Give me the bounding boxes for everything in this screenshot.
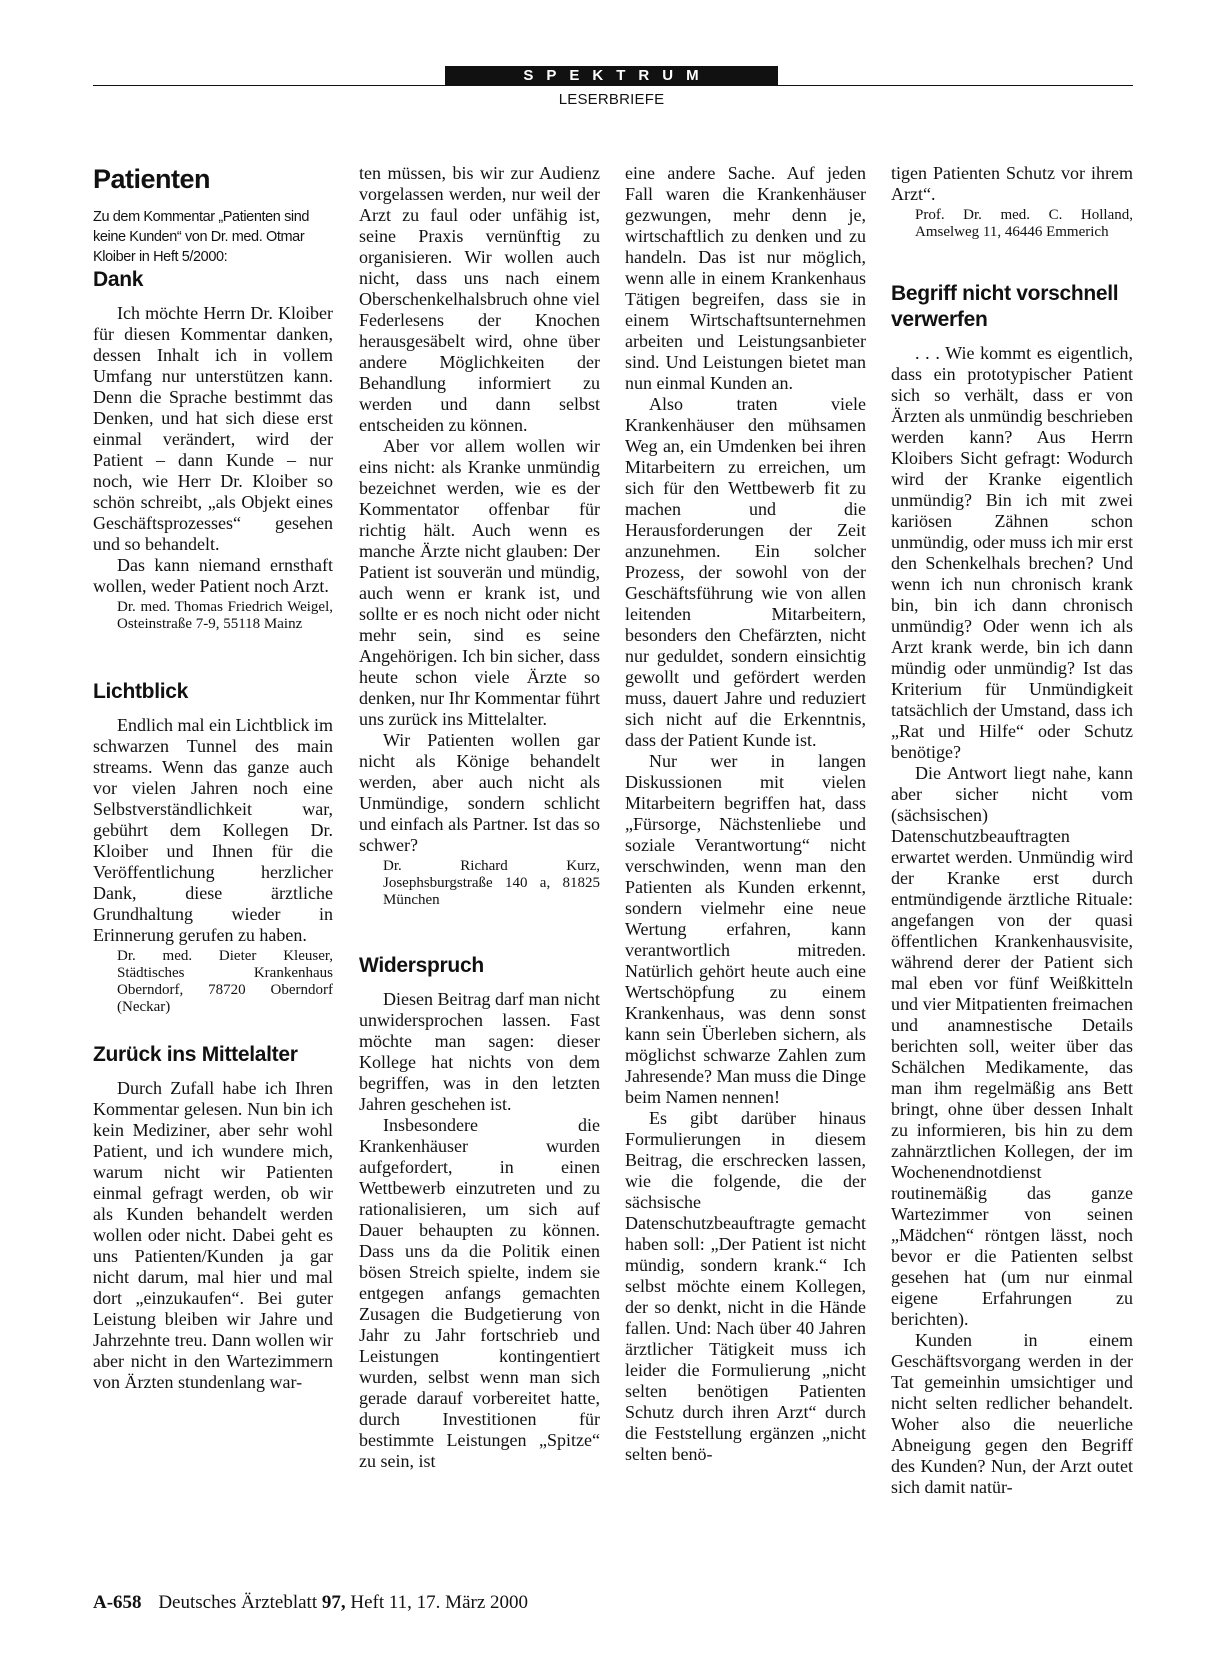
letter-paragraph: Endlich mal ein Lichtblick im schwarzen Tunnel des main streams. Wenn das ganze auch vor vielen Jahren noch eine Selbstverständlichkeit war, gebührt dem Kollegen Dr. Kloiber und Ihnen für die Veröffentlichung herzlicher Dank, diese ärztliche Grundhaltung wieder in Erinnerung gerufen zu haben. [93,715,333,945]
letter-paragraph: ten müssen, bis wir zur Audienz vorgelassen werden, nur weil der Arzt zu faul oder unfähig ist, seine Praxis vernünftig zu organisieren. Wir wollen auch nicht, dass uns nach einem Oberschenkelhalsbruch ohne viel Federlesens der Knochen herausgesäbelt wird, ohne über andere Möglichkeiten der Behandlung informiert zu werden und dann selbst entscheiden zu können. [359,163,600,435]
subsection-label: LESERBRIEFE [558,91,665,108]
letter-paragraph: Die Antwort liegt nahe, kann aber sicher nicht vom (sächsischen) Datenschutzbeauftragten erwartet werden. Unmündig wird der Kranke erst durch entmündigende ärztliche Rituale: angefangen von der quasi öffentlichen Krankenhausvisite, während derer der Patient sich mal eben vor fünf Weißkitteln und vier Mitpatienten freimachen und anamnestische Details berichten soll, weiter über das Schälchen Medikamente, das man ihm regelmäßig ans Bett bringt, ohne über dessen Inhalt zu informieren, bis hin zu dem zahnärztlichen Kollegen, der im Wochenendnotdienst routinemäßig das ganze Wartezimmer von seinen „Mädchen“ röntgen lässt, noch bevor er die Patienten selbst gesehen hat (um nur einmal eigene Erfahrungen zu berichten). [891,763,1133,1329]
page-footer [93,1592,528,1614]
letter-paragraph: Aber vor allem wollen wir eins nicht: als Kranke unmündig bezeichnet werden, wie es der Kommentator offenbar für richtig hält. Auch wenn es manche Ärzte nicht glauben: Der Patient ist souverän und mündig, auch wenn er krank ist, und sollte er es noch nicht oder nicht mehr sein, sind es seine Angehörigen. Ich bin sicher, dass heute schon viele Ärzte so denken, nur Ihr Kommentar führt uns zurück ins Mittelalter. [359,436,600,729]
section-label: SPEKTRUM [445,66,778,86]
letter-paragraph: Ich möchte Herrn Dr. Kloiber für diesen Kommentar danken, dessen Inhalt ich in vollem Umfang nur unterstützen kann. Denn die Sprache bestimmt das Denken, und hat sich diese erst einmal verändert, wird der Patient – dann Kunde – nur noch, wie Herr Dr. Kloiber so schön schreibt, „als Objekt eines Geschäftsprozesses“ gesehen und so behandelt. [93,303,333,554]
letter-paragraph: Insbesondere die Krankenhäuser wurden aufgefordert, in einen Wettbewerb einzutreten und zu rationalisieren, um sich auf Dauer behaupten zu können. Dass uns da die Politik einen bösen Streich spielte, indem sie entgegen anfangs gemachten Zusagen die Budgetierung von Jahr zu Jahr fortschrieb und Leistungen kontingentiert wurden, selbst wenn man sich gerade darauf vorbereitet hatte, durch Investitionen für bestimmte Leistungen „Spitze“ zu sein, ist [359,1115,600,1471]
letter-heading-lichtblick: Lichtblick [93,680,189,703]
letter-paragraph: Also traten viele Krankenhäuser den mühsamen Weg an, ein Umdenken bei ihren Mitarbeitern zu erreichen, um sich für den Wettbewerb fit zu machen und die Herausforderungen der Zeit anzunehmen. Ein solcher Prozess, der sowohl von der Geschäftsführung wie von allen leitenden Mitarbeitern, besonders den Chefärzten, nicht nur geduldet, sondern einsichtig gewollt und gefördert werden muss, dauert Jahre und reduziert sich nicht auf die Erkenntnis, dass der Patient Kunde ist. [625,394,866,750]
letter-signature: Prof. Dr. med. C. Holland, Amselweg 11, 46446 Emmerich [915,207,1133,240]
letter-paragraph: Durch Zufall habe ich Ihren Kommentar gelesen. Nun bin ich kein Mediziner, aber sehr wohl Patient, und ich wundere mich, warum nicht wir Patienten einmal gefragt werden, ob wir als Kunden behandelt werden wollen oder nicht. Dabei geht es uns Patienten/Kunden ja gar nicht darum, mal hier und mal dort „einzukaufen“. Bei guter Leistung bleiben wir Jahre und Jahrzehnte treu. Dann wollen wir aber nicht in den Wartezimmern von Ärzten stundenlang war- [93,1078,333,1392]
letter-paragraph: Es gibt darüber hinaus Formulierungen in diesem Beitrag, die erschrecken lassen, wie die folgende, die der sächsische Datenschutzbeauftragte gemacht haben soll: „Der Patient ist nicht mündig, sondern krank.“ Ich selbst möchte einem Kollegen, der so denkt, nicht in die Hände fallen. Und: Nach über 40 Jahren ärztlicher Tätigkeit muss ich leider die Formulierung „nicht selten benötigen Patienten Schutz durch ihren Arzt“ durch die Feststellung ergänzen „nicht selten benö- [625,1108,866,1464]
letter-heading-dank: Dank [93,268,144,291]
letter-heading-widerspruch: Widerspruch [359,954,484,977]
column-3 [625,163,866,1465]
letter-signature: Dr. med. Dieter Kleuser, Städtisches Krankenhaus Oberndorf, 78720 Oberndorf (Neckar) [117,948,333,1015]
journal-name: Deutsches Ärzteblatt [158,1592,318,1613]
letter-paragraph: . . . Wie kommt es eigentlich, dass ein prototypischer Patient sich so verhält, dass er von Ärzten als unmündig beschrieben werden kann? Aus Herrn Kloibers Sicht gefragt: Wodurch wird der Kranke eigentlich unmündig? Bin ich mit zwei kariösen Zähnen schon unmündig, oder muss ich mir erst den Schenkelhals brechen? Und wenn ich nun chronisch krank bin, bin ich dann chronisch unmündig? Oder wenn ich als Arzt krank werde, bin ich dann mündig oder unmündig? Ist das Kriterium für Unmündigkeit tatsächlich der Umstand, dass ich „Rat und Hilfe“ oder Schutz benötige? [891,343,1133,762]
letter-heading-mittelalter: Zurück ins Mittelalter [93,1043,298,1066]
letter-paragraph: eine andere Sache. Auf jeden Fall waren die Krankenhäuser gezwungen, mehr denn je, wirtschaftlich zu denken und zu handeln. Das ist nur möglich, wenn alle in einem Krankenhaus Tätigen begreifen, dass sie in einem Wirtschaftsunternehmen arbeiten und Leistungsanbieter sind. Und Leistungen bietet man nun einmal Kunden an. [625,163,866,393]
column-4 [891,163,1133,1498]
reference-note: Zu dem Kommentar „Patienten sind keine Kunden“ von Dr. med. Otmar Kloiber in Heft 5/2000: [93,209,310,265]
letter-signature: Dr. med. Thomas Friedrich Weigel, Osteinstraße 7-9, 55118 Mainz [117,599,333,632]
letter-paragraph: Nur wer in langen Diskussionen mit vielen Mitarbeitern begriffen hat, dass „Fürsorge, Nächstenliebe und soziale Verantwortung“ nicht verschwinden, wenn man den Patienten als Kunden erkennt, sondern vielmehr eine neue Wertung erfahren, kann verantwortlich mitreden. Natürlich gehört heute auch eine Wertschöpfung zu einem Krankenhaus, was denn sonst kann sein Überleben sichern, als möglichst schwarze Zahlen zum Jahresende? Man muss die Dinge beim Namen nennen! [625,751,866,1107]
journal-issue: Heft 11, 17. März 2000 [350,1592,529,1613]
column-1 [93,163,333,1393]
journal-volume: 97, [321,1592,346,1613]
letter-paragraph: Wir Patienten wollen gar nicht als Könige behandelt werden, aber auch nicht als Unmündige, sondern schlicht und einfach als Partner. Ist das so schwer? [359,730,600,855]
letter-paragraph: Kunden in einem Geschäftsvorgang werden in der Tat gemeinhin umsichtiger und nicht selten redlicher behandelt. Woher also die neuerliche Abneigung gegen den Begriff des Kunden? Nun, der Arzt outet sich damit natür- [891,1330,1133,1497]
letter-heading-begriff: Begriff nicht vorschnell verwerfen [891,282,1119,331]
letter-paragraph: Das kann niemand ernsthaft wollen, weder Patient noch Arzt. [93,555,333,596]
letter-paragraph: tigen Patienten Schutz vor ihrem Arzt“. [891,163,1133,204]
letter-signature: Dr. Richard Kurz, Josephsburgstraße 140 a, 81825 München [383,858,600,908]
column-2 [359,163,600,1472]
page-title: Patienten [93,164,211,194]
letter-paragraph: Diesen Beitrag darf man nicht unwidersprochen lassen. Fast möchte man sagen: dieser Kollege hat nichts von dem begriffen, was in den letzten Jahren geschehen ist. [359,989,600,1114]
page-number: A-658 [93,1592,142,1613]
